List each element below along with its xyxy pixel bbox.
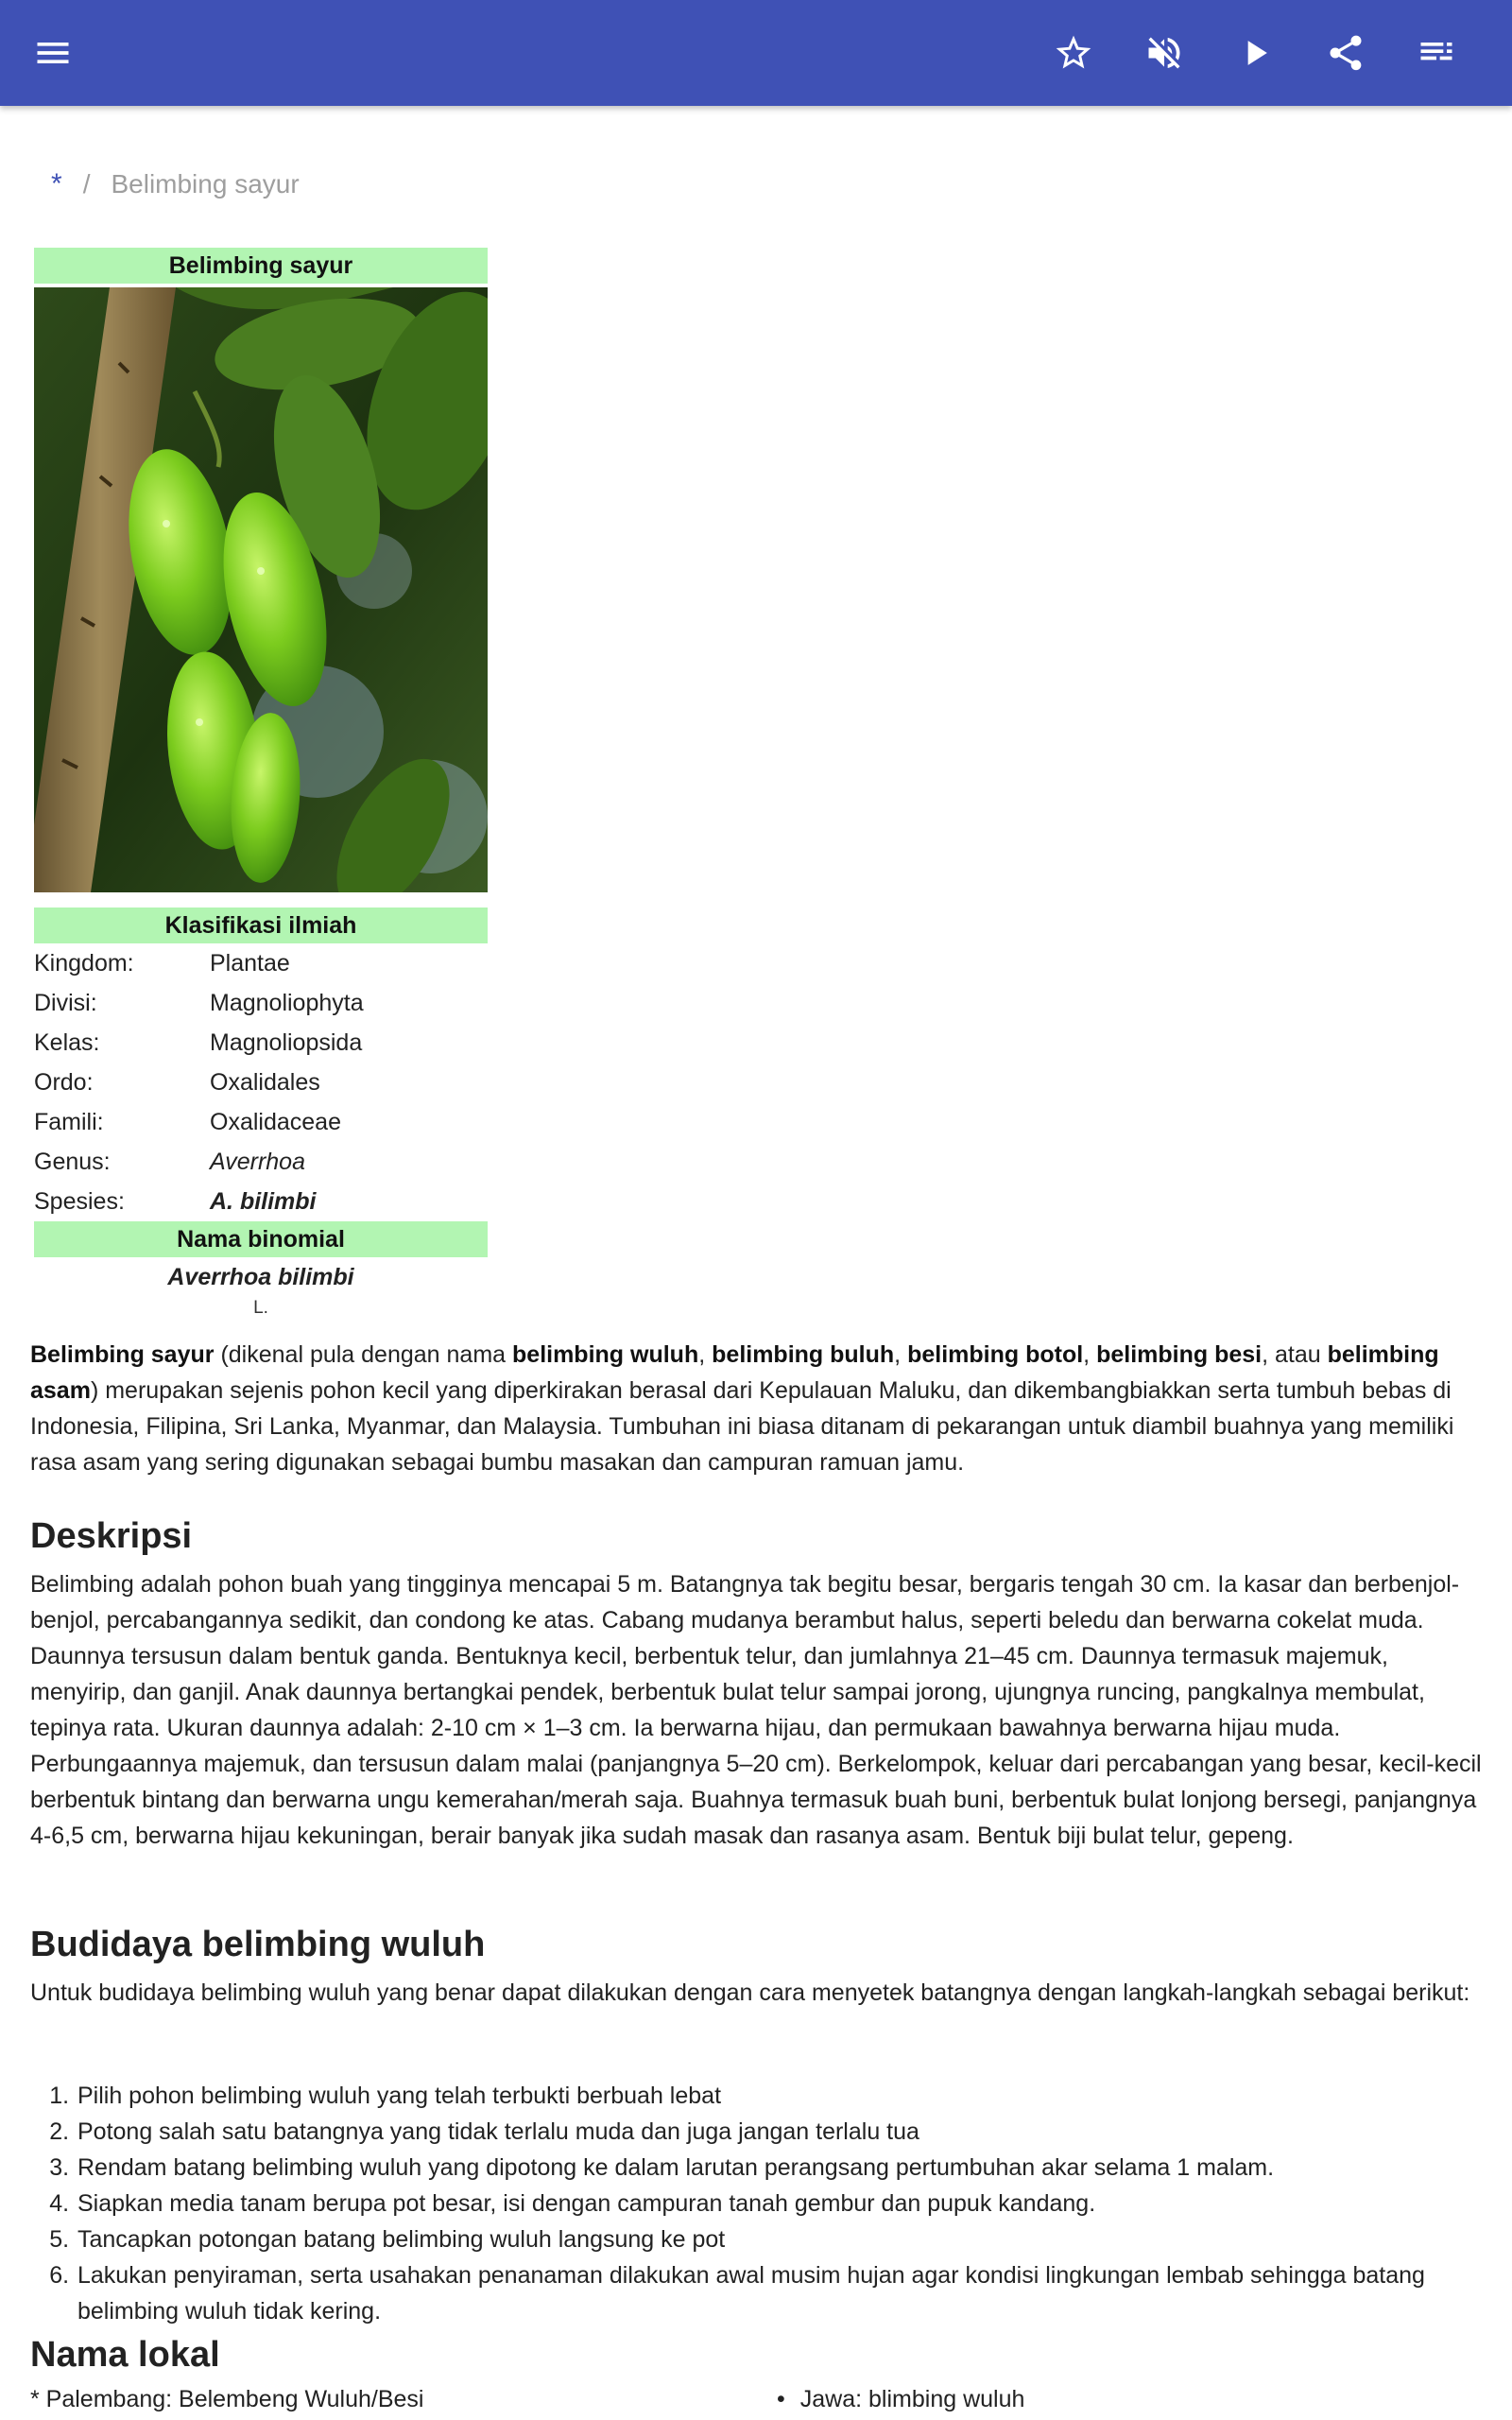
taxo-value[interactable]: Plantae: [210, 950, 290, 977]
taxo-key: Ordo:: [34, 1069, 94, 1096]
breadcrumb-current: Belimbing sayur: [111, 169, 300, 199]
playlist-icon[interactable]: [1406, 23, 1467, 83]
intro-text: (dikenal pula dengan nama: [214, 1341, 513, 1368]
binomial-header: Nama binomial: [34, 1221, 488, 1257]
budidaya-intro: Untuk budidaya belimbing wuluh yang benar dapat dilakukan dengan cara menyetek batangnya dengan langkah-langkah sebagai berikut:: [30, 1979, 1470, 2006]
section-heading-budidaya: Budidaya belimbing wuluh: [30, 1925, 486, 1964]
menu-icon[interactable]: [23, 23, 83, 83]
intro-text: , atau: [1262, 1341, 1328, 1368]
step-item: 5. Tancapkan potongan batang belimbing wuluh langsung ke pot: [76, 2221, 1482, 2257]
play-icon[interactable]: [1225, 23, 1285, 83]
section-heading-nama-lokal: Nama lokal: [30, 2335, 220, 2375]
taxo-value[interactable]: Oxalidales: [210, 1069, 320, 1096]
taxo-row-spesies: [34, 1182, 488, 1221]
taxo-key: Kelas:: [34, 1029, 100, 1056]
app-toolbar: [0, 0, 1512, 106]
star-outline-icon[interactable]: [1043, 23, 1104, 83]
local-name-item: * Palembang: Belembeng Wuluh/Besi: [30, 2386, 424, 2412]
taxobox: [34, 248, 488, 1320]
deskripsi-paragraph: Belimbing adalah pohon buah yang tingginya mencapai 5 m. Batangnya tak begitu besar, bergaris tengah 30 cm. Ia kasar dan berbenjol-benjol, percabangannya sedikit, dan condong ke atas. Cabang mudanya berambut halus, seperti beledu dan berwarna cokelat muda. Daunnya tersusun dalam bentuk ganda. Bentuknya kecil, berbentuk telur, dan jumlahnya 21–45 cm. Daunnya termasuk majemuk, menyirip, dan ganjil. Anak daunnya bertangkai pendek, berbentuk bulat telur sampai jorong, ujungnya runcing, pangkalnya membulat, tepinya rata. Ukuran daunnya adalah: 2-10 cm × 1–3 cm. Ia berwarna hijau, dan permukaan bawahnya berwarna hijau muda. Perbungaannya majemuk, dan tersusun dalam malai (panjangnya 5–20 cm). Berkelompok, keluar dari percabangan yang besar, kecil-kecil berbentuk bintang dan berwarna ungu kemerahan/merah saja. Buahnya termasuk buah buni, berbentuk bulat lonjong bersegi, panjangnya 4-6,5 cm, berwarna hijau kekuningan, berair banyak jika sudah masak dan rasanya asam. Bentuk biji bulat telur, gepeng.: [30, 1571, 1482, 1849]
taxo-value[interactable]: Magnoliophyta: [210, 990, 364, 1016]
taxobox-title: Belimbing sayur: [34, 248, 488, 284]
taxo-row-kelas: [34, 1023, 488, 1063]
taxo-row-ordo: [34, 1063, 488, 1102]
intro-text: ,: [698, 1341, 713, 1368]
taxo-key: Kingdom:: [34, 950, 134, 977]
taxo-key: Genus:: [34, 1149, 111, 1175]
section-heading-deskripsi: Deskripsi: [30, 1516, 193, 1556]
taxo-key: Famili:: [34, 1109, 104, 1135]
taxo-row-divisi: [34, 983, 488, 1023]
intro-bold-term: Belimbing sayur: [30, 1341, 215, 1368]
volume-off-icon[interactable]: [1134, 23, 1194, 83]
local-name-item: • Jawa: blimbing wuluh: [777, 2386, 1024, 2413]
intro-bold-term: belimbing besi: [1096, 1341, 1263, 1368]
breadcrumb: [51, 168, 300, 200]
taxo-key: Divisi:: [34, 990, 97, 1016]
binomial-name: Averrhoa bilimbi: [167, 1264, 354, 1290]
taxo-value: A. bilimbi: [210, 1188, 317, 1215]
taxo-key: Spesies:: [34, 1188, 125, 1215]
breadcrumb-separator: /: [82, 169, 91, 199]
taxo-row-kingdom: [34, 943, 488, 983]
step-item: 4. Siapkan media tanam berupa pot besar, isi dengan campuran tanah gembur dan pupuk kandang.: [76, 2186, 1482, 2221]
intro-bold-term: belimbing asam: [30, 1341, 1439, 1404]
intro-text: ) merupakan sejenis pohon kecil yang diperkirakan berasal dari Kepulauan Maluku, dan dikembangbiakkan serta tumbuh bebas di Indonesia, Filipina, Sri Lanka, Myanmar, dan Malaysia. Tumbuhan ini biasa ditanam di pekarangan untuk diambil buahnya yang memiliki rasa asam yang sering digunakan sebagai bumbu masakan dan campuran ramuan jamu.: [30, 1377, 1454, 1476]
budidaya-steps: [45, 2078, 1482, 2329]
intro-text: ,: [1083, 1341, 1097, 1368]
taxo-value[interactable]: Oxalidaceae: [210, 1109, 341, 1135]
intro-bold-term: belimbing botol: [907, 1341, 1084, 1368]
step-item: 3. Rendam batang belimbing wuluh yang dipotong ke dalam larutan perangsang pertumbuhan akar selama 1 malam.: [76, 2150, 1482, 2186]
intro-bold-term: belimbing buluh: [712, 1341, 895, 1368]
binomial-author: L.: [253, 1298, 268, 1318]
intro-text: ,: [894, 1341, 908, 1368]
step-item: 2. Potong salah satu batangnya yang tidak terlalu muda dan juga jangan terlalu tua: [76, 2114, 1482, 2150]
breadcrumb-root-link[interactable]: *: [51, 168, 62, 199]
taxo-value[interactable]: Magnoliopsida: [210, 1029, 363, 1056]
fruit-photo[interactable]: [34, 287, 488, 892]
step-item: 6. Lakukan penyiraman, serta usahakan penanaman dilakukan awal musim hujan agar kondisi lingkungan lembab sehingga batang belimbing wuluh tidak kering.: [76, 2257, 1482, 2329]
step-item: 1. Pilih pohon belimbing wuluh yang telah terbukti berbuah lebat: [76, 2078, 1482, 2114]
classification-header: Klasifikasi ilmiah: [34, 908, 488, 943]
share-icon[interactable]: [1315, 23, 1376, 83]
intro-paragraph: [30, 1337, 1486, 1480]
intro-bold-term: belimbing wuluh: [512, 1341, 699, 1368]
taxo-value[interactable]: Averrhoa: [210, 1149, 305, 1175]
taxo-row-genus: [34, 1142, 488, 1182]
taxo-row-famili: [34, 1102, 488, 1142]
bilimbi-fruit-image: [34, 287, 488, 892]
